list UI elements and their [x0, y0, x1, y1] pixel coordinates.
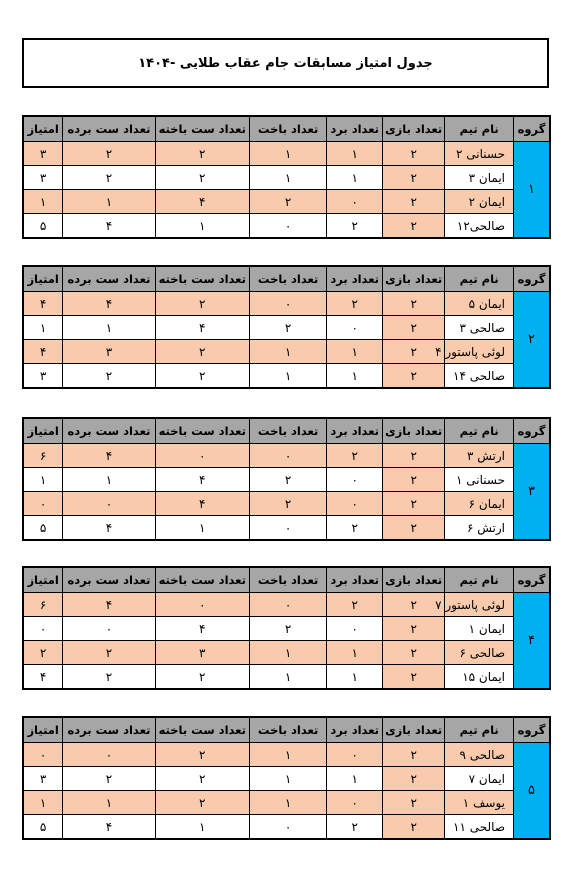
- group-label: ۳: [514, 444, 550, 541]
- cell-sets-won: ۴: [63, 444, 155, 468]
- cell-points: ۴: [23, 292, 63, 316]
- cell-sets-lost: ۱: [155, 214, 249, 239]
- cell-sets-lost: ۲: [155, 767, 249, 791]
- table-row: [23, 617, 550, 641]
- cell-played: ۲: [383, 340, 445, 364]
- cell-sets-won: ۲: [63, 641, 155, 665]
- cell-losses: ۱: [250, 166, 327, 190]
- cell-sets-lost: ۲: [155, 791, 249, 815]
- cell-points: ۱: [23, 791, 63, 815]
- header-group: گروه: [514, 116, 550, 142]
- cell-sets-lost: ۲: [155, 166, 249, 190]
- table-row: [23, 292, 550, 316]
- header-sets-lost: تعداد ست باخته: [155, 717, 249, 743]
- cell-played: ۲: [383, 190, 445, 214]
- table-row: [23, 593, 550, 617]
- cell-played: ۲: [383, 492, 445, 516]
- cell-sets-won: ۴: [63, 593, 155, 617]
- cell-sets-lost: ۲: [155, 665, 249, 690]
- header-group: گروه: [514, 418, 550, 444]
- team-name: ایمان ۶: [445, 492, 514, 516]
- group-standings-table: [22, 566, 551, 690]
- header-losses: تعداد باخت: [250, 717, 327, 743]
- header-played: تعداد بازی: [383, 717, 445, 743]
- cell-sets-lost: ۴: [155, 316, 249, 340]
- cell-wins: ۰: [327, 468, 383, 492]
- header-losses: تعداد باخت: [250, 116, 327, 142]
- cell-played: ۲: [383, 767, 445, 791]
- cell-wins: ۰: [327, 791, 383, 815]
- cell-sets-won: ۲: [63, 166, 155, 190]
- cell-losses: ۲: [250, 316, 327, 340]
- cell-sets-won: ۱: [63, 468, 155, 492]
- cell-points: ۳: [23, 364, 63, 389]
- table-row: [23, 767, 550, 791]
- cell-losses: ۲: [250, 617, 327, 641]
- table-row: [23, 444, 550, 468]
- cell-losses: ۲: [250, 190, 327, 214]
- table-row: [23, 364, 550, 389]
- cell-wins: ۰: [327, 316, 383, 340]
- cell-points: ۲: [23, 641, 63, 665]
- cell-points: ۴: [23, 340, 63, 364]
- cell-sets-lost: ۱: [155, 516, 249, 541]
- group-label: ۲: [514, 292, 550, 389]
- header-sets-won: تعداد ست برده: [63, 717, 155, 743]
- group-label: ۵: [514, 743, 550, 840]
- table-row: [23, 815, 550, 840]
- header-losses: تعداد باخت: [250, 567, 327, 593]
- team-name: یوسف ۱: [445, 791, 514, 815]
- header-sets-won: تعداد ست برده: [63, 567, 155, 593]
- cell-losses: ۱: [250, 791, 327, 815]
- cell-sets-lost: ۲: [155, 142, 249, 166]
- cell-sets-lost: ۱: [155, 815, 249, 840]
- cell-played: ۲: [383, 791, 445, 815]
- table-row: [23, 665, 550, 690]
- cell-sets-lost: ۰: [155, 444, 249, 468]
- cell-wins: ۰: [327, 190, 383, 214]
- cell-wins: ۲: [327, 444, 383, 468]
- group-standings-table: [22, 417, 551, 541]
- cell-losses: ۰: [250, 214, 327, 239]
- cell-points: ۳: [23, 767, 63, 791]
- team-name: ایمان ۱۵: [445, 665, 514, 690]
- header-sets-lost: تعداد ست باخته: [155, 567, 249, 593]
- cell-wins: ۱: [327, 340, 383, 364]
- cell-wins: ۲: [327, 516, 383, 541]
- cell-sets-won: ۲: [63, 364, 155, 389]
- header-team: نام تیم: [445, 717, 514, 743]
- cell-wins: ۰: [327, 743, 383, 767]
- cell-losses: ۰: [250, 815, 327, 840]
- cell-losses: ۰: [250, 444, 327, 468]
- cell-played: ۲: [383, 214, 445, 239]
- team-name: ایمان ۳: [445, 166, 514, 190]
- cell-losses: ۱: [250, 340, 327, 364]
- cell-wins: ۱: [327, 166, 383, 190]
- team-name: ایمان ۵: [445, 292, 514, 316]
- table-row: [23, 743, 550, 767]
- table-header-row: [23, 266, 550, 292]
- header-team: نام تیم: [445, 567, 514, 593]
- table-row: [23, 468, 550, 492]
- table-row: [23, 641, 550, 665]
- cell-sets-lost: ۴: [155, 190, 249, 214]
- header-team: نام تیم: [445, 116, 514, 142]
- cell-played: ۲: [383, 364, 445, 389]
- group-standings-table: [22, 115, 551, 239]
- cell-sets-won: ۰: [63, 492, 155, 516]
- cell-sets-won: ۱: [63, 316, 155, 340]
- cell-points: ۳: [23, 142, 63, 166]
- table-row: [23, 492, 550, 516]
- header-points: امتیاز: [23, 717, 63, 743]
- team-name: ارتش ۶: [445, 516, 514, 541]
- header-group: گروه: [514, 567, 550, 593]
- cell-played: ۲: [383, 665, 445, 690]
- cell-sets-won: ۰: [63, 617, 155, 641]
- cell-played: ۲: [383, 743, 445, 767]
- cell-points: ۰: [23, 743, 63, 767]
- page-title-text: جدول امتیاز مسابقات جام عقاب طلایی -۱۴۰۴: [138, 55, 433, 71]
- team-name: ایمان ۷: [445, 767, 514, 791]
- table-row: [23, 190, 550, 214]
- header-sets-won: تعداد ست برده: [63, 418, 155, 444]
- header-sets-won: تعداد ست برده: [63, 116, 155, 142]
- team-name: صالحی ۳: [445, 316, 514, 340]
- cell-sets-won: ۴: [63, 516, 155, 541]
- cell-played: ۲: [383, 468, 445, 492]
- team-name: صالحی ۹: [445, 743, 514, 767]
- cell-losses: ۱: [250, 743, 327, 767]
- cell-points: ۰: [23, 492, 63, 516]
- cell-wins: ۲: [327, 214, 383, 239]
- team-name: حسنانی ۱: [445, 468, 514, 492]
- table-header-row: [23, 717, 550, 743]
- cell-wins: ۱: [327, 767, 383, 791]
- cell-sets-lost: ۲: [155, 364, 249, 389]
- header-wins: تعداد برد: [327, 567, 383, 593]
- table-row: [23, 166, 550, 190]
- group-5-table-wrap: [22, 716, 553, 840]
- cell-sets-won: ۴: [63, 815, 155, 840]
- header-team: نام تیم: [445, 266, 514, 292]
- cell-sets-won: ۱: [63, 791, 155, 815]
- group-1-table-wrap: [22, 115, 553, 239]
- team-name: ارتش ۳: [445, 444, 514, 468]
- cell-losses: ۲: [250, 492, 327, 516]
- team-name: صالحی ۱۱: [445, 815, 514, 840]
- cell-points: ۱: [23, 468, 63, 492]
- cell-losses: ۱: [250, 364, 327, 389]
- cell-losses: ۱: [250, 665, 327, 690]
- cell-losses: ۰: [250, 593, 327, 617]
- header-losses: تعداد باخت: [250, 418, 327, 444]
- table-header-row: [23, 116, 550, 142]
- team-name: صالحی ۱۴: [445, 364, 514, 389]
- header-sets-lost: تعداد ست باخته: [155, 418, 249, 444]
- cell-sets-won: ۲: [63, 767, 155, 791]
- group-3-table-wrap: [22, 417, 553, 541]
- table-header-row: [23, 567, 550, 593]
- cell-sets-lost: ۲: [155, 743, 249, 767]
- cell-played: ۲: [383, 292, 445, 316]
- cell-sets-lost: ۳: [155, 641, 249, 665]
- cell-wins: ۱: [327, 641, 383, 665]
- cell-points: ۵: [23, 516, 63, 541]
- cell-sets-won: ۳: [63, 340, 155, 364]
- cell-sets-lost: ۰: [155, 593, 249, 617]
- cell-sets-lost: ۴: [155, 468, 249, 492]
- header-sets-won: تعداد ست برده: [63, 266, 155, 292]
- cell-sets-lost: ۲: [155, 340, 249, 364]
- cell-losses: ۱: [250, 641, 327, 665]
- header-points: امتیاز: [23, 567, 63, 593]
- table-row: [23, 214, 550, 239]
- group-4-table-wrap: [22, 566, 553, 690]
- header-played: تعداد بازی: [383, 567, 445, 593]
- header-played: تعداد بازی: [383, 266, 445, 292]
- cell-sets-won: ۱: [63, 190, 155, 214]
- cell-sets-lost: ۲: [155, 292, 249, 316]
- cell-played: ۲: [383, 617, 445, 641]
- cell-points: ۳: [23, 166, 63, 190]
- header-points: امتیاز: [23, 418, 63, 444]
- header-wins: تعداد برد: [327, 717, 383, 743]
- cell-points: ۵: [23, 815, 63, 840]
- header-wins: تعداد برد: [327, 116, 383, 142]
- header-group: گروه: [514, 717, 550, 743]
- table-row: [23, 516, 550, 541]
- cell-losses: ۱: [250, 767, 327, 791]
- header-played: تعداد بازی: [383, 116, 445, 142]
- cell-losses: ۱: [250, 142, 327, 166]
- group-standings-table: [22, 716, 551, 840]
- cell-sets-lost: ۴: [155, 617, 249, 641]
- cell-played: ۲: [383, 593, 445, 617]
- cell-losses: ۰: [250, 516, 327, 541]
- team-name: لوئی پاستور ۴: [445, 340, 514, 364]
- group-standings-table: [22, 265, 551, 389]
- cell-sets-won: ۴: [63, 214, 155, 239]
- cell-points: ۴: [23, 665, 63, 690]
- cell-played: ۲: [383, 815, 445, 840]
- cell-points: ۱: [23, 316, 63, 340]
- cell-points: ۵: [23, 214, 63, 239]
- cell-sets-won: ۲: [63, 142, 155, 166]
- cell-played: ۲: [383, 142, 445, 166]
- team-name: صالحی۱۲: [445, 214, 514, 239]
- cell-wins: ۰: [327, 492, 383, 516]
- table-row: [23, 791, 550, 815]
- header-group: گروه: [514, 266, 550, 292]
- cell-played: ۲: [383, 516, 445, 541]
- cell-wins: ۰: [327, 617, 383, 641]
- cell-sets-won: ۲: [63, 665, 155, 690]
- cell-played: ۲: [383, 316, 445, 340]
- header-points: امتیاز: [23, 116, 63, 142]
- cell-wins: ۲: [327, 292, 383, 316]
- cell-wins: ۱: [327, 665, 383, 690]
- cell-wins: ۲: [327, 593, 383, 617]
- group-label: ۱: [514, 142, 550, 239]
- header-points: امتیاز: [23, 266, 63, 292]
- cell-played: ۲: [383, 166, 445, 190]
- cell-played: ۲: [383, 641, 445, 665]
- cell-played: ۲: [383, 444, 445, 468]
- header-sets-lost: تعداد ست باخته: [155, 266, 249, 292]
- cell-sets-won: ۰: [63, 743, 155, 767]
- cell-wins: ۱: [327, 142, 383, 166]
- team-name: ایمان ۲: [445, 190, 514, 214]
- cell-losses: ۲: [250, 468, 327, 492]
- header-losses: تعداد باخت: [250, 266, 327, 292]
- cell-sets-lost: ۴: [155, 492, 249, 516]
- cell-points: ۱: [23, 190, 63, 214]
- team-name: ایمان ۱: [445, 617, 514, 641]
- cell-points: ۰: [23, 617, 63, 641]
- cell-points: ۶: [23, 444, 63, 468]
- cell-wins: ۱: [327, 364, 383, 389]
- header-played: تعداد بازی: [383, 418, 445, 444]
- table-row: [23, 142, 550, 166]
- team-name: صالحی ۶: [445, 641, 514, 665]
- table-row: [23, 316, 550, 340]
- cell-points: ۶: [23, 593, 63, 617]
- header-team: نام تیم: [445, 418, 514, 444]
- group-2-table-wrap: [22, 265, 553, 389]
- cell-losses: ۰: [250, 292, 327, 316]
- team-name: لوئی پاستور ۷: [445, 593, 514, 617]
- table-row: [23, 340, 550, 364]
- header-wins: تعداد برد: [327, 418, 383, 444]
- group-label: ۴: [514, 593, 550, 690]
- page-title: [22, 38, 549, 88]
- team-name: حسنانی ۲: [445, 142, 514, 166]
- cell-wins: ۲: [327, 815, 383, 840]
- header-sets-lost: تعداد ست باخته: [155, 116, 249, 142]
- cell-sets-won: ۴: [63, 292, 155, 316]
- table-header-row: [23, 418, 550, 444]
- header-wins: تعداد برد: [327, 266, 383, 292]
